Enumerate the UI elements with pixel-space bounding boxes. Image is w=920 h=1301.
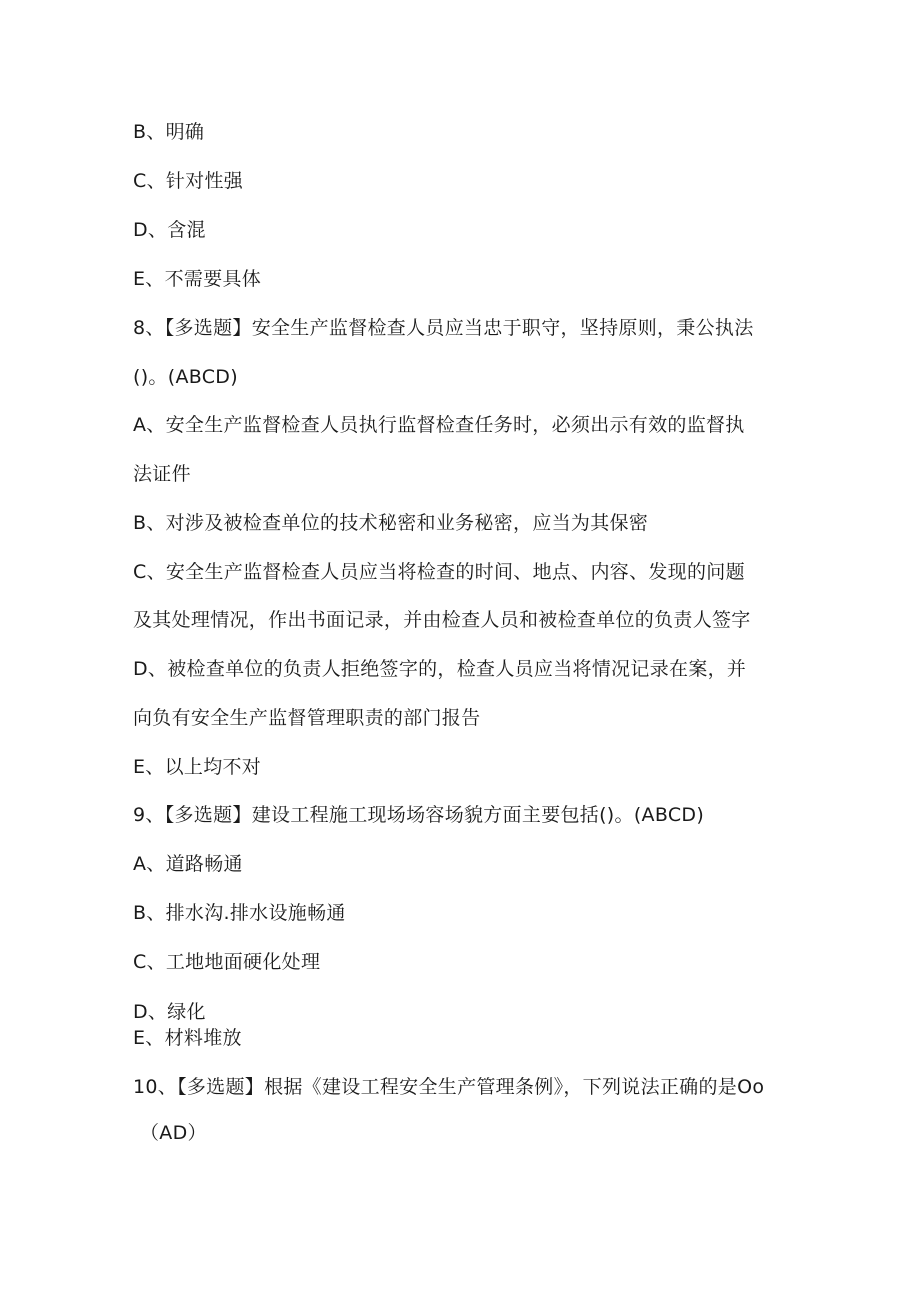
option-d-q8: D、被检查单位的负责人拒绝签字的，检查人员应当将情况记录在案，并 <box>133 658 747 680</box>
question-9-text: 9、【多选题】建设工程施工现场场容场貌方面主要包括()。(ABCD) <box>133 804 705 826</box>
option-b-q9: B、排水沟.排水设施畅通 <box>133 902 346 924</box>
question-10-answer: （AD） <box>140 1122 207 1144</box>
option-d-q9: D、绿化 <box>133 1001 206 1023</box>
option-e-q7: E、不需要具体 <box>133 268 262 290</box>
option-a-q8-cont: 法证件 <box>133 463 191 485</box>
option-e-q9: E、材料堆放 <box>133 1027 242 1049</box>
option-b-q8: B、对涉及被检查单位的技术秘密和业务秘密，应当为其保密 <box>133 512 649 534</box>
option-c-q9: C、工地地面硬化处理 <box>133 951 321 973</box>
question-10-text: 10、【多选题】根据《建设工程安全生产管理条例》，下列说法正确的是Oo <box>133 1076 765 1098</box>
option-d-q8-cont: 向负有安全生产监督管理职责的部门报告 <box>133 707 481 729</box>
option-d-q7: D、含混 <box>133 219 206 241</box>
option-b-q7: B、明确 <box>133 121 205 143</box>
question-8-text: 8、【多选题】安全生产监督检查人员应当忠于职守，坚持原则，秉公执法 <box>133 317 754 339</box>
question-8-answer: ()。(ABCD) <box>133 366 238 388</box>
option-c-q7: C、针对性强 <box>133 170 244 192</box>
option-c-q8: C、安全生产监督检查人员应当将检查的时间、地点、内容、发现的问题 <box>133 561 745 583</box>
option-c-q8-cont: 及其处理情况，作出书面记录，并由检查人员和被检查单位的负责人签字 <box>133 609 751 631</box>
option-a-q9: A、道路畅通 <box>133 853 243 875</box>
option-a-q8: A、安全生产监督检查人员执行监督检查任务时，必须出示有效的监督执 <box>133 414 745 436</box>
option-e-q8: E、以上均不对 <box>133 756 262 778</box>
